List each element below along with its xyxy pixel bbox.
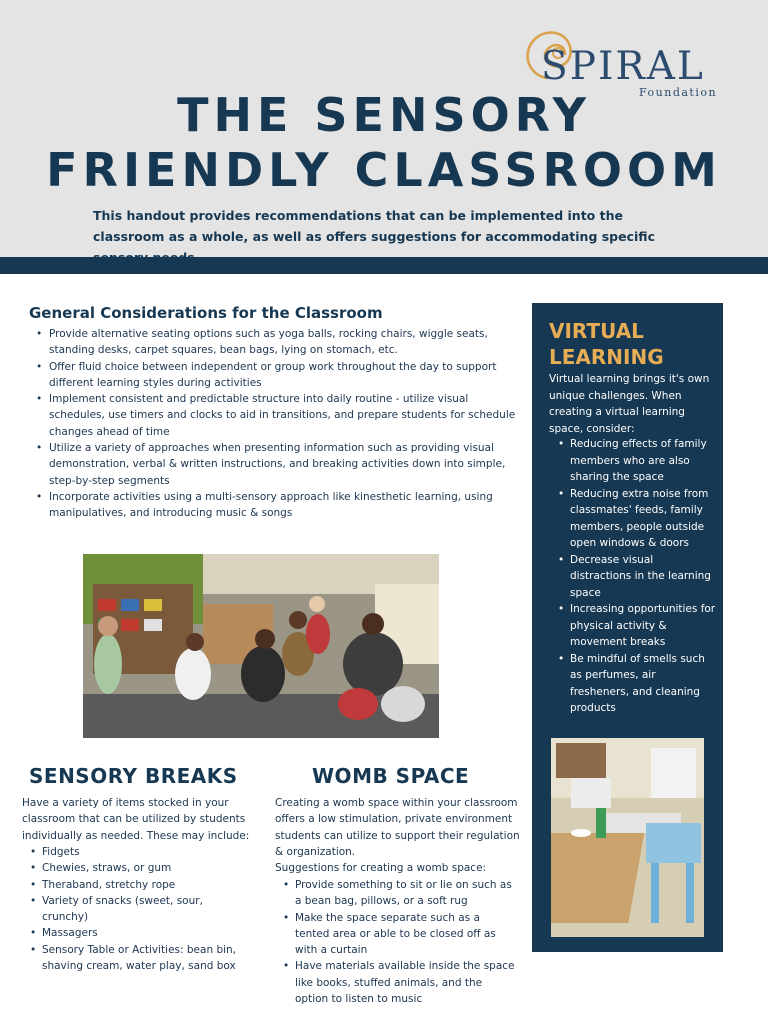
list-item: • Incorporate activities using a multi-sensory approach like kinesthetic learning, using manipulatives, and introducing music & songs	[34, 489, 524, 522]
list-item: • Decrease visual distractions in the learning space	[556, 552, 716, 602]
sensory-breaks-heading: SENSORY BREAKS	[29, 764, 238, 788]
list-item: • Theraband, stretchy rope	[28, 877, 248, 893]
virtual-learning-list	[556, 436, 716, 717]
list-item: • Be mindful of smells such as perfumes, air fresheners, and cleaning products	[556, 651, 716, 717]
list-item: • Chewies, straws, or gum	[28, 860, 248, 876]
womb-space-heading: WOMB SPACE	[312, 764, 470, 788]
list-item: • Variety of snacks (sweet, sour, crunchy)	[28, 893, 248, 926]
virtual-learning-heading: VIRTUAL LEARNING	[549, 319, 664, 369]
list-item: • Reducing effects of family members who are also sharing the space	[556, 436, 716, 486]
list-item: • Reducing extra noise from classmates' feeds, family members, people outside open windows & doors	[556, 486, 716, 552]
list-item: • Utilize a variety of approaches when presenting information such as providing visual demonstration, verbal & written instructions, and breaking activities down into simple, step-by-step segments	[34, 440, 524, 489]
logo-wordmark: SPIRAL	[541, 44, 705, 89]
womb-space-list	[281, 877, 517, 1007]
list-item: • Fidgets	[28, 844, 248, 860]
list-item: • Make the space separate such as a tented area or able to be closed off as with a curtain	[281, 910, 517, 959]
list-item: • Provide alternative seating options such as yoga balls, rocking chairs, wiggle seats, standing desks, carpet squares, bean bags, lying on stomach, etc.	[34, 326, 524, 359]
list-item: • Have materials available inside the space like books, stuffed animals, and the option to listen to music	[281, 958, 517, 1007]
virtual-learning-intro: Virtual learning brings it's own unique challenges. When creating a virtual learning space, consider:	[549, 373, 710, 435]
womb-space-suggestions-label: Suggestions for creating a womb space:	[275, 862, 487, 875]
list-item: • Increasing opportunities for physical activity & movement breaks	[556, 601, 716, 651]
page-title-line-2: FRIENDLY CLASSROOM	[46, 143, 722, 197]
sensory-breaks-list	[28, 844, 248, 974]
general-considerations-heading: General Considerations for the Classroom	[29, 304, 383, 322]
list-item: • Provide something to sit or lie on such as a bean bag, pillows, or a soft rug	[281, 877, 517, 910]
list-item: • Sensory Table or Activities: bean bin, shaving cream, water play, sand box	[28, 942, 248, 975]
intro-text: This handout provides recommendations that can be implemented into the classroom as a whole, as well as offers suggestions for accommodating specific sensory needs.	[93, 208, 655, 265]
list-item: • Massagers	[28, 925, 248, 941]
classroom-photo	[83, 554, 439, 738]
desk-photo	[551, 738, 704, 937]
logo-subtitle: Foundation	[639, 86, 718, 99]
list-item: • Implement consistent and predictable structure into daily routine - utilize visual schedules, use timers and clocks to aid in transitions, and prepare students for schedule changes ahead of time	[34, 391, 524, 440]
general-considerations-list	[34, 326, 524, 522]
womb-space-intro	[275, 795, 520, 876]
womb-space-intro-text: Creating a womb space within your classroom offers a low stimulation, private environment students can utilize to support their regulation & organization.	[275, 797, 520, 858]
page-title-line-1: THE SENSORY	[177, 88, 591, 142]
list-item: • Offer fluid choice between independent or group work throughout the day to support different learning styles during activities	[34, 359, 524, 392]
sensory-breaks-intro: Have a variety of items stocked in your classroom that can be utilized by students individually as needed. These may include:	[22, 797, 250, 842]
